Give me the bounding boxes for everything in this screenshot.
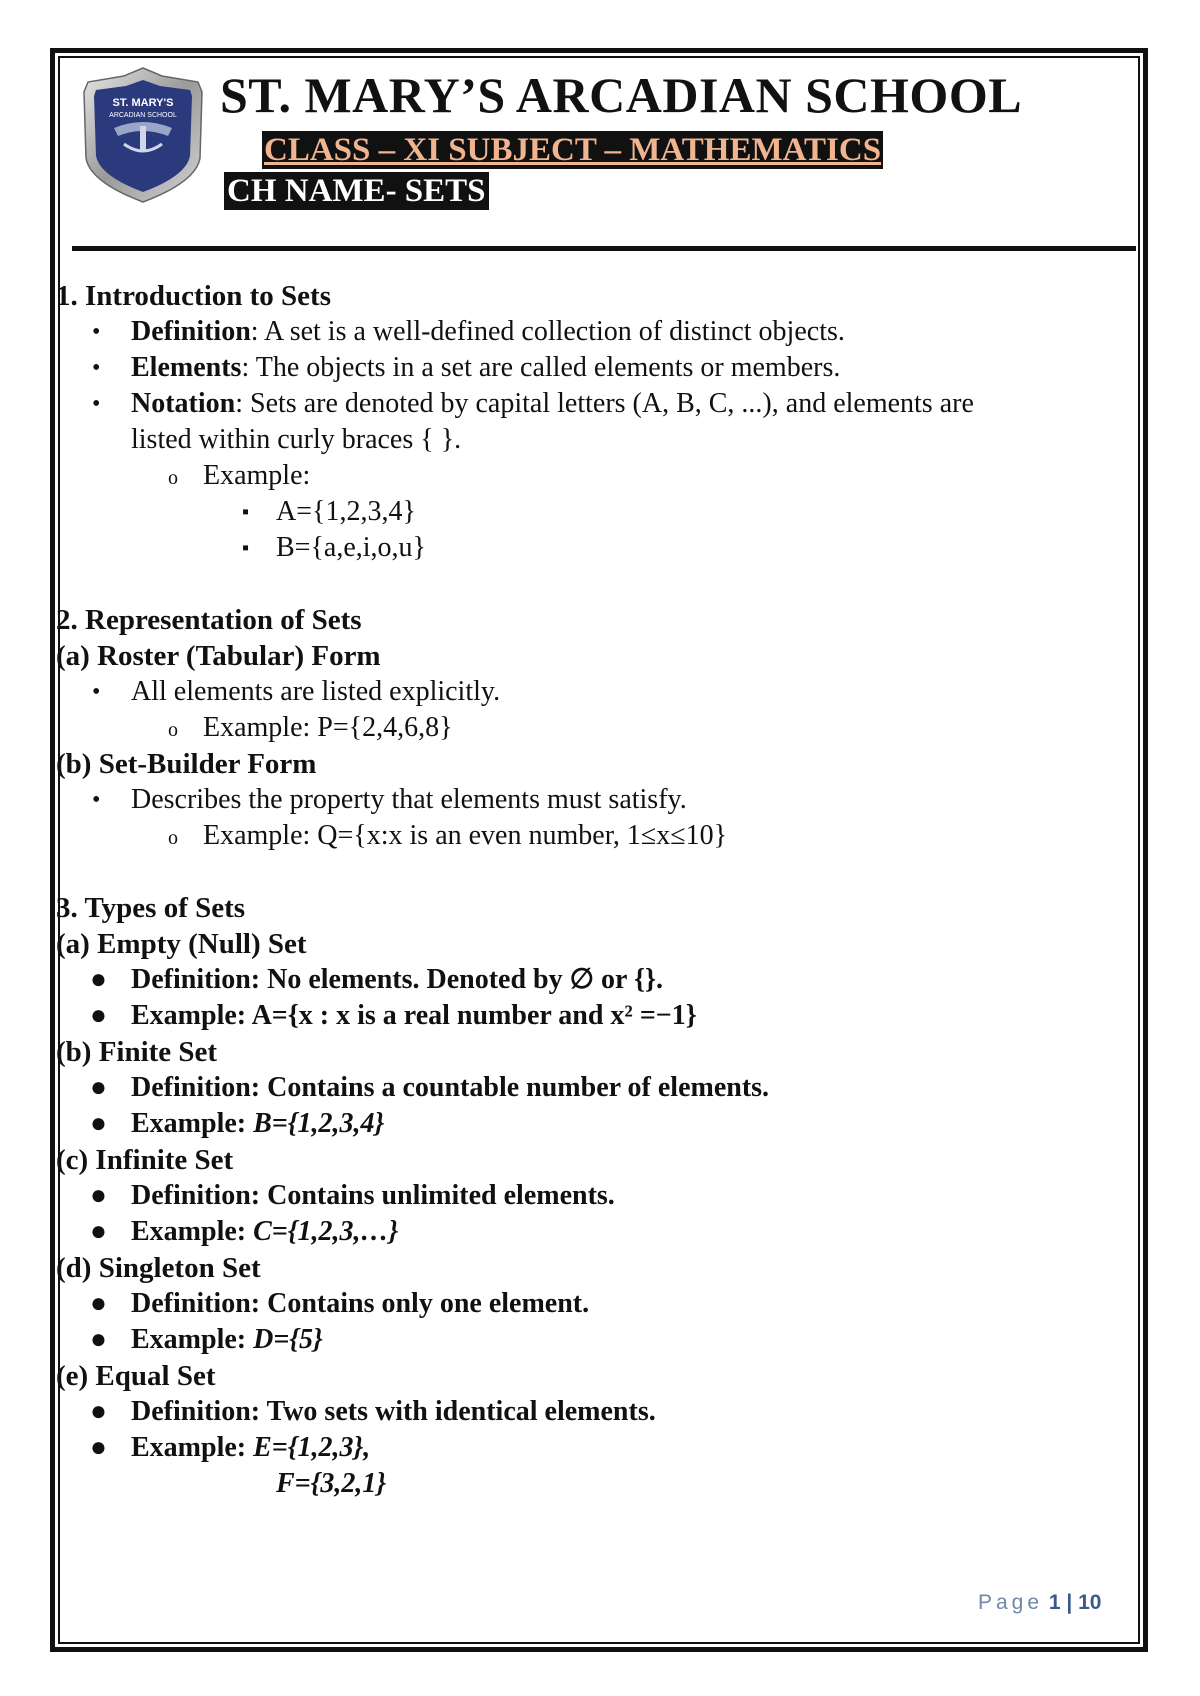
bullet-icon: •: [92, 787, 101, 813]
bullet-icon: ●: [90, 1108, 107, 1139]
subsection-set-builder: (b) Set-Builder Form: [56, 748, 317, 780]
bullet-icon: ●: [90, 1288, 107, 1319]
roster-example: Example: P={2,4,6,8}: [203, 712, 453, 743]
list-item: [56, 1430, 1116, 1466]
subsection-singleton-set: (d) Singleton Set: [56, 1252, 261, 1284]
page-number: 1: [1048, 1591, 1061, 1614]
term-definition: Definition: [131, 316, 251, 347]
list-item: [56, 710, 1116, 746]
list-item: [56, 998, 1116, 1034]
equal-set-definition: Two sets with identical elements.: [266, 1396, 656, 1427]
circle-bullet-icon: o: [168, 467, 178, 489]
list-item: [56, 386, 1116, 458]
equal-set-example-f: F={3,2,1}: [276, 1468, 387, 1499]
set-builder-example: Example: Q={x:x is an even number, 1≤x≤10}: [203, 820, 728, 851]
definition-label: Definition:: [131, 1396, 267, 1427]
circle-bullet-icon: o: [168, 719, 178, 741]
bullet-icon: ●: [90, 1000, 107, 1031]
equal-set-example-e: E={1,2,3},: [253, 1432, 371, 1463]
class-subject-line: CLASS – XI SUBJECT – MATHEMATICS: [264, 132, 882, 168]
infinite-set-example: C={1,2,3,…}: [253, 1216, 399, 1247]
subsection-infinite-set: (c) Infinite Set: [56, 1144, 234, 1176]
definition-label: Definition:: [131, 1288, 268, 1319]
bullet-icon: •: [92, 355, 101, 381]
bullet-icon: •: [92, 391, 101, 417]
notation-text: : Sets are denoted by capital letters (A, B, C, ...), and elements are: [235, 388, 974, 419]
page-content: [56, 278, 1116, 1502]
square-bullet-icon: ▪: [242, 537, 250, 559]
logo-text-top: ST. MARY'S: [112, 97, 174, 109]
definition-label: Definition:: [131, 1180, 268, 1211]
term-notation: Notation: [131, 388, 236, 419]
page-separator: |: [1060, 1591, 1079, 1614]
example-label: Example:: [131, 1324, 254, 1355]
finite-set-definition: Contains a countable number of elements.: [267, 1072, 770, 1103]
page-footer: [978, 1591, 1101, 1615]
subsection-equal-set: (e) Equal Set: [56, 1360, 216, 1392]
list-item: [56, 1214, 1116, 1250]
empty-set-example: A={x : x is a real number and x² =−1}: [251, 1000, 697, 1031]
bullet-icon: ●: [90, 1216, 107, 1247]
list-item: [56, 1106, 1116, 1142]
bullet-icon: •: [92, 319, 101, 345]
list-item: [56, 1286, 1116, 1322]
bullet-icon: ●: [90, 1432, 107, 1463]
list-item: [56, 314, 1116, 350]
list-item: [56, 1178, 1116, 1214]
subsection-finite-set: (b) Finite Set: [56, 1036, 218, 1068]
list-item-continuation: [56, 1466, 1116, 1502]
bullet-icon: ●: [90, 1396, 107, 1427]
infinite-set-definition: Contains unlimited elements.: [267, 1180, 615, 1211]
definition-text: : A set is a well-defined collection of distinct objects.: [250, 316, 845, 347]
list-item: [56, 1322, 1116, 1358]
empty-set-definition: No elements. Denoted by ∅ or {}.: [267, 964, 664, 995]
term-elements: Elements: [131, 352, 242, 383]
list-item: [56, 782, 1116, 818]
example-label: Example:: [203, 460, 311, 491]
bullet-icon: ●: [90, 964, 107, 995]
logo-text-sub: ARCADIAN SCHOOL: [109, 112, 177, 119]
school-logo: [78, 66, 208, 204]
list-item: [56, 530, 1116, 566]
school-name: ST. MARY’S ARCADIAN SCHOOL: [220, 67, 1023, 123]
example-label: Example:: [131, 1000, 252, 1031]
singleton-set-example: D={5}: [253, 1324, 323, 1355]
singleton-set-definition: Contains only one element.: [267, 1288, 590, 1319]
list-item: [56, 494, 1116, 530]
bullet-icon: •: [92, 679, 101, 705]
circle-bullet-icon: o: [168, 827, 178, 849]
bullet-icon: ●: [90, 1180, 107, 1211]
section-1-heading: 1. Introduction to Sets: [56, 280, 331, 312]
example-label: Example:: [131, 1216, 254, 1247]
section-3-heading: 3. Types of Sets: [56, 892, 246, 924]
example-label: Example:: [131, 1108, 254, 1139]
example-label: Example:: [131, 1432, 254, 1463]
list-item: [56, 458, 1116, 494]
header-divider: [72, 246, 1136, 251]
page-total: 10: [1078, 1591, 1102, 1614]
chapter-line: CH NAME- SETS: [224, 172, 489, 210]
list-item: [56, 1070, 1116, 1106]
list-item: [56, 962, 1116, 998]
list-item: [56, 818, 1116, 854]
list-item: [56, 1394, 1116, 1430]
bullet-icon: ●: [90, 1072, 107, 1103]
set-builder-text: Describes the property that elements must satisfy.: [131, 784, 687, 815]
example-set-a: A={1,2,3,4}: [276, 496, 416, 527]
bullet-icon: ●: [90, 1324, 107, 1355]
list-item: [56, 350, 1116, 386]
finite-set-example: B={1,2,3,4}: [253, 1108, 385, 1139]
roster-text: All elements are listed explicitly.: [131, 676, 501, 707]
notation-text-cont: listed within curly braces { }.: [131, 424, 462, 455]
subsection-empty-set: (a) Empty (Null) Set: [56, 928, 307, 960]
list-item: [56, 674, 1116, 710]
definition-label: Definition:: [131, 964, 268, 995]
section-2-heading: 2. Representation of Sets: [56, 604, 362, 636]
elements-text: : The objects in a set are called elements or members.: [241, 352, 841, 383]
page-word: Page: [978, 1591, 1044, 1614]
subsection-roster: (a) Roster (Tabular) Form: [56, 640, 381, 672]
square-bullet-icon: ▪: [242, 501, 250, 523]
definition-label: Definition:: [131, 1072, 268, 1103]
example-set-b: B={a,e,i,o,u}: [276, 532, 426, 563]
